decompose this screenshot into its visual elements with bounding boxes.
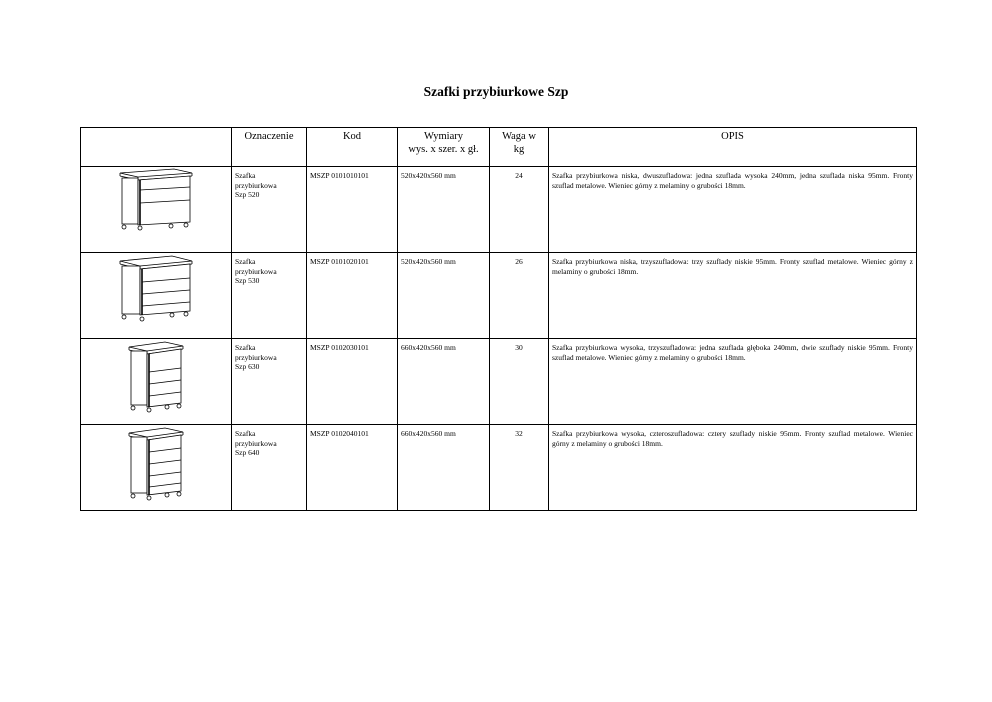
dimensions-cell: 520x420x560 mm [398,167,490,253]
designation-line: Szafka [235,171,256,180]
cabinet-tall-four-drawer-icon [125,425,187,501]
designation-cell [232,167,307,253]
designation-line: Szp 520 [235,190,260,199]
designation-cell [232,253,307,339]
header-code: Kod [307,128,398,167]
designation-line: Szp 640 [235,448,260,457]
product-image-cell [81,425,232,511]
code-cell: MSZP 0102040101 [307,425,398,511]
weight-cell: 30 [490,339,549,425]
designation-line: Szafka [235,257,256,266]
header-weight-line1: Waga w [502,131,536,142]
description-cell: Szafka przybiurkowa wysoka, trzyszufladowa: jedna szuflada głęboka 240mm, dwie szuflady niskie 95mm. Fronty szuflad metalowe. Wieniec górny z melaminy o grubości 18mm. [549,339,917,425]
product-image-cell [81,339,232,425]
designation-line: Szp 630 [235,362,260,371]
table-header-row [81,128,917,167]
designation-line: Szafka [235,343,256,352]
description-cell: Szafka przybiurkowa niska, trzyszufladowa: trzy szuflady niskie 95mm. Fronty szuflad metalowe. Wieniec górny z melaminy o grubości 18mm. [549,253,917,339]
product-image-cell [81,253,232,339]
designation-line: przybiurkowa [235,352,277,362]
designation-line: przybiurkowa [235,180,277,190]
designation-cell [232,425,307,511]
header-weight [490,128,549,167]
table-row [81,167,917,253]
designation-cell [232,339,307,425]
designation-line: przybiurkowa [235,438,277,448]
dimensions-cell: 660x420x560 mm [398,339,490,425]
dimensions-cell: 520x420x560 mm [398,253,490,339]
cabinet-two-drawer-icon [116,167,196,235]
weight-cell: 26 [490,253,549,339]
dimensions-cell: 660x420x560 mm [398,425,490,511]
header-dimensions [398,128,490,167]
code-cell: MSZP 0101010101 [307,167,398,253]
header-description: OPIS [549,128,917,167]
product-image-cell [81,167,232,253]
weight-cell: 24 [490,167,549,253]
designation-line: Szafka [235,429,256,438]
code-cell: MSZP 0102030101 [307,339,398,425]
cabinet-three-drawer-icon [116,253,196,325]
product-table [80,127,917,511]
header-dimensions-line2: wys. x szer. x gł. [408,144,479,155]
header-image [81,128,232,167]
header-weight-line2: kg [513,144,525,155]
description-cell: Szafka przybiurkowa niska, dwuszufladowa: jedna szuflada wysoka 240mm, jedna szuflada niska 95mm. Fronty szuflad metalowe. Wieniec górny z melaminy o grubości 18mm. [549,167,917,253]
code-cell: MSZP 0101020101 [307,253,398,339]
table-row [81,339,917,425]
header-dimensions-line1: Wymiary [423,131,464,142]
weight-cell: 32 [490,425,549,511]
designation-line: Szp 530 [235,276,260,285]
page-title: Szafki przybiurkowe Szp [423,84,569,99]
table-row [81,425,917,511]
designation-line: przybiurkowa [235,266,277,276]
cabinet-tall-three-drawer-icon [125,339,187,413]
description-cell: Szafka przybiurkowa wysoka, czteroszufladowa: cztery szuflady niskie 95mm. Fronty szuflad metalowe. Wieniec górny z melaminy o grubości 18mm. [549,425,917,511]
header-designation: Oznaczenie [232,128,307,167]
table-row [81,253,917,339]
